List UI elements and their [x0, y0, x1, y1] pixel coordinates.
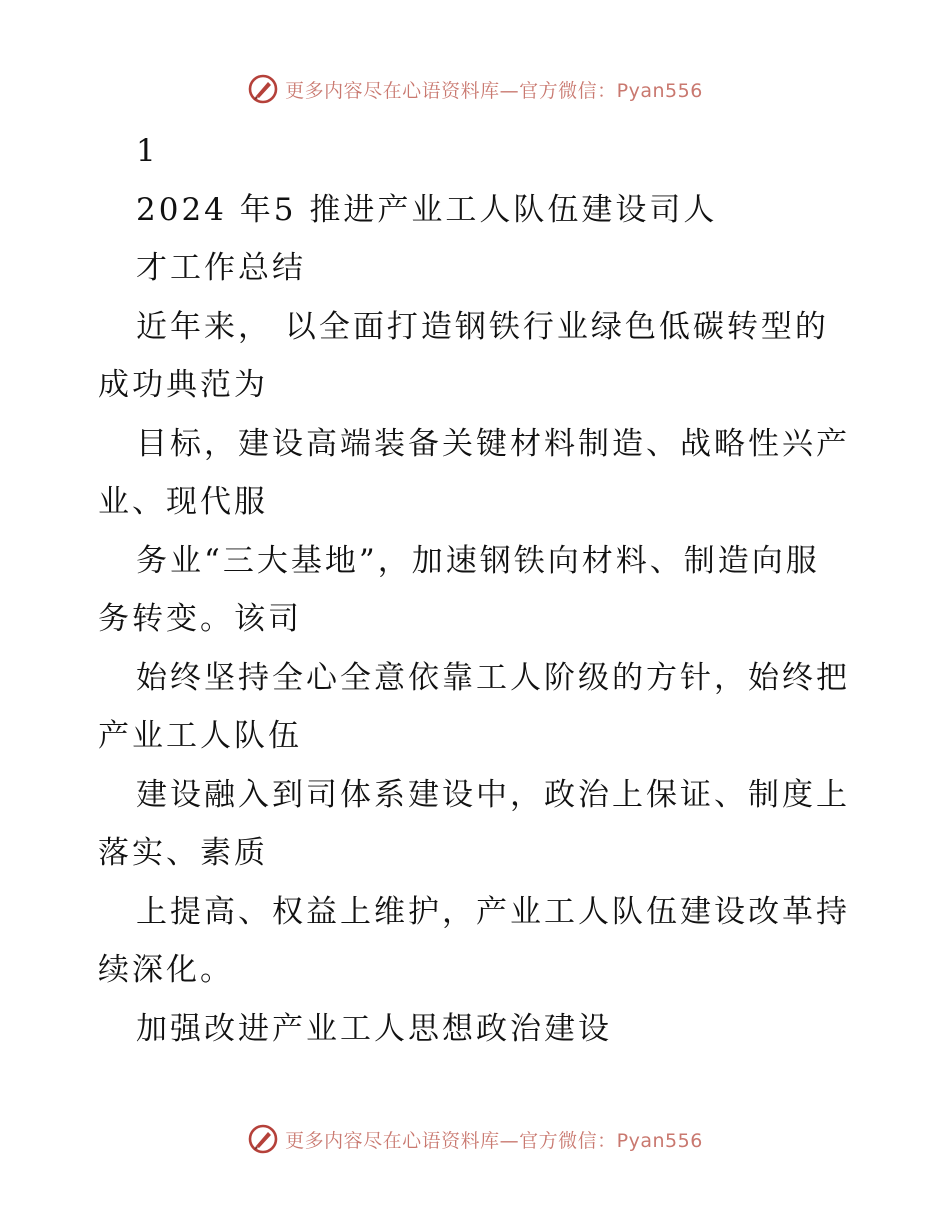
text-line: 务转变。该司: [98, 601, 302, 637]
pen-circle-icon: [247, 1123, 279, 1155]
text-line: 落实、素质: [98, 835, 268, 871]
text-line: 产业工人队伍: [98, 718, 302, 754]
text-line: 目标，建设高端装备关键材料制造、战略性兴产: [136, 425, 850, 462]
text-line: 才工作总结: [136, 250, 306, 286]
text-line: 续深化。: [98, 952, 234, 988]
text-line: 加强改进产业工人思想政治建设: [136, 1010, 612, 1047]
watermark-footer: [0, 1123, 950, 1155]
text-line: 成功典范为: [98, 367, 268, 403]
text-line: 1: [136, 133, 159, 169]
text-line: 务业“三大基地”，加速钢铁向材料、制造向服: [136, 542, 820, 579]
text-line: 始终坚持全心全意依靠工人阶级的方针，始终把: [136, 659, 850, 696]
document-body: [98, 122, 858, 1058]
watermark-header: [0, 73, 950, 105]
text-line: 建设融入到司体系建设中，政治上保证、制度上: [136, 776, 850, 813]
text-line: 上提高、权益上维护，产业工人队伍建设改革持: [136, 893, 850, 930]
text-line: 2024 年5 推进产业工人队伍建设司人: [136, 191, 718, 228]
pen-circle-icon: [247, 73, 279, 105]
watermark-text: 更多内容尽在心语资料库—官方微信：Pyan556: [285, 1129, 703, 1152]
text-line: 近年来， 以全面打造钢铁行业绿色低碳转型的: [136, 308, 829, 345]
text-line: 业、现代服: [98, 484, 268, 520]
watermark-text: 更多内容尽在心语资料库—官方微信：Pyan556: [285, 79, 703, 102]
